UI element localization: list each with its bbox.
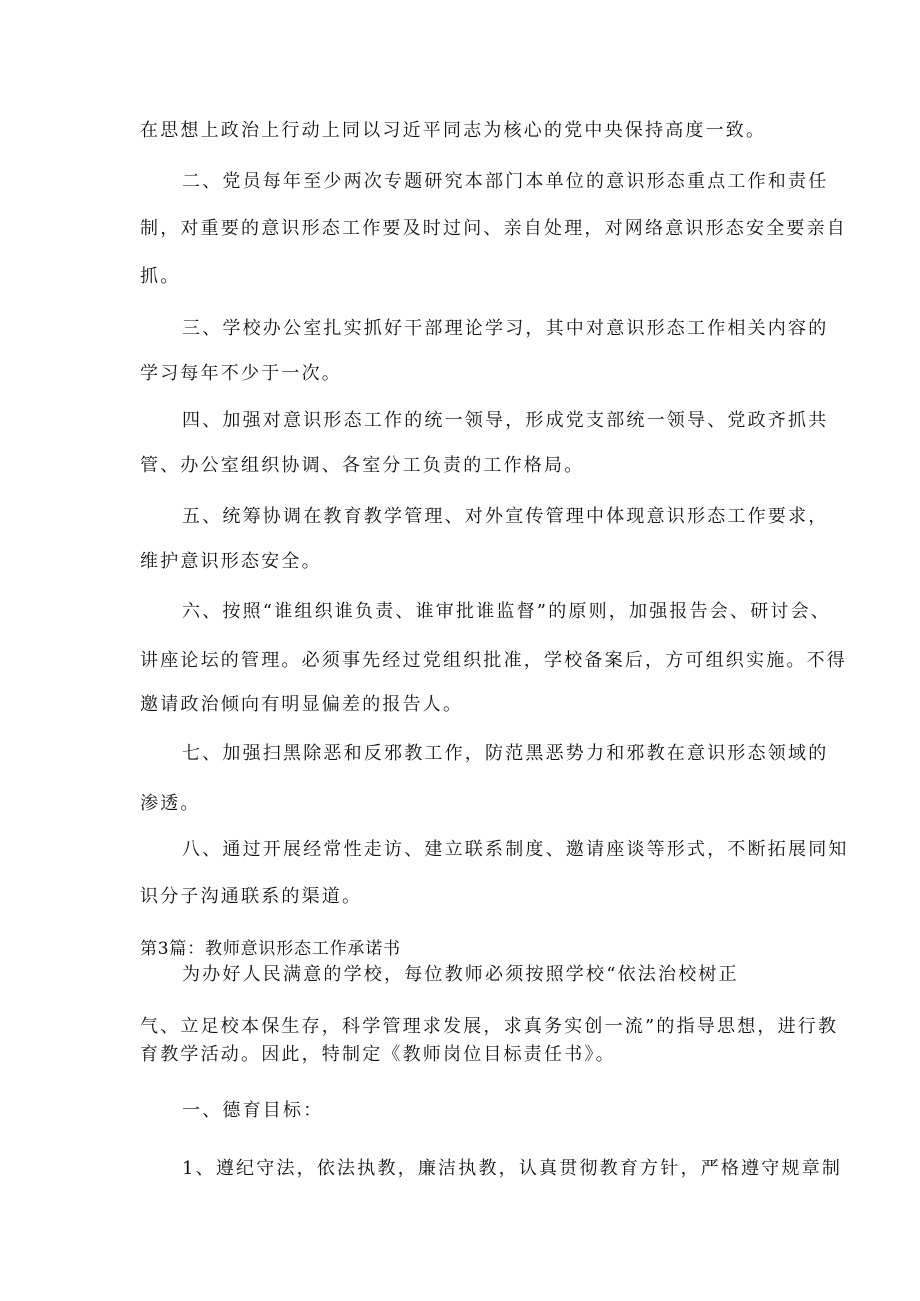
text-line: 抓。 [140,266,181,287]
paragraph-4-line: 四、加强对意识形态工作的统一领导，形成党支部统一领导、党政齐抓共 [182,410,829,431]
paragraph-5-line: 五、统筹协调在教育教学管理、对外宣传管理中体现意识形态工作要求， [182,506,829,527]
text-line: 1、遵纪守法，依法执教，廉洁执教，认真贯彻教育方针，严格遵守规章制 [182,1158,843,1179]
text-line: 邀请政治倾向有明显偏差的报告人。 [140,694,464,715]
text-line: 育教学活动。因此，特制定《教师岗位目标责任书》。 [140,1044,616,1065]
text-line: 识分子沟通联系的渠道。 [140,886,363,907]
subheading-moral-goals: 一、德育目标： [182,1100,324,1121]
text-line: 在思想上政治上行动上同以习近平同志为核心的党中央保持高度一致。 [140,120,767,141]
text-line: 管、办公室组织协调、各室分工负责的工作格局。 [140,455,585,476]
paragraph-8-line: 八、通过开展经常性走访、建立联系制度、邀请座谈等形式，不断拓展同知 [182,839,849,860]
text-line: 渗透。 [140,793,201,814]
section-heading: 第3篇：教师意识形态工作承诺书 [140,939,401,959]
text-line: 制，对重要的意识形态工作要及时过问、亲自处理，对网络意识形态安全要亲自 [140,218,847,239]
paragraph-3-line: 三、学校办公室扎实抓好干部理论学习，其中对意识形态工作相关内容的 [182,318,829,339]
text-line: 维护意识形态安全。 [140,551,322,572]
text-line: 讲座论坛的管理。必须事先经过党组织批准，学校备案后，方可组织实施。不得 [140,650,847,671]
text-line: 气、立足校本保生存，科学管理求发展，求真务实创一流”的指导思想，进行教 [140,1016,839,1037]
text-line: 为办好人民满意的学校，每位教师必须按照学校“依法治校树正 [182,964,739,985]
text-line: 学习每年不少于一次。 [140,363,342,384]
paragraph-6-line: 六、按照“谁组织谁负责、谁审批谁监督”的原则，加强报告会、研讨会、 [182,601,832,622]
paragraph-2-line: 二、党员每年至少两次专题研究本部门本单位的意识形态重点工作和责任 [182,171,829,192]
paragraph-7-line: 七、加强扫黑除恶和反邪教工作，防范黑恶势力和邪教在意识形态领域的 [182,743,829,764]
